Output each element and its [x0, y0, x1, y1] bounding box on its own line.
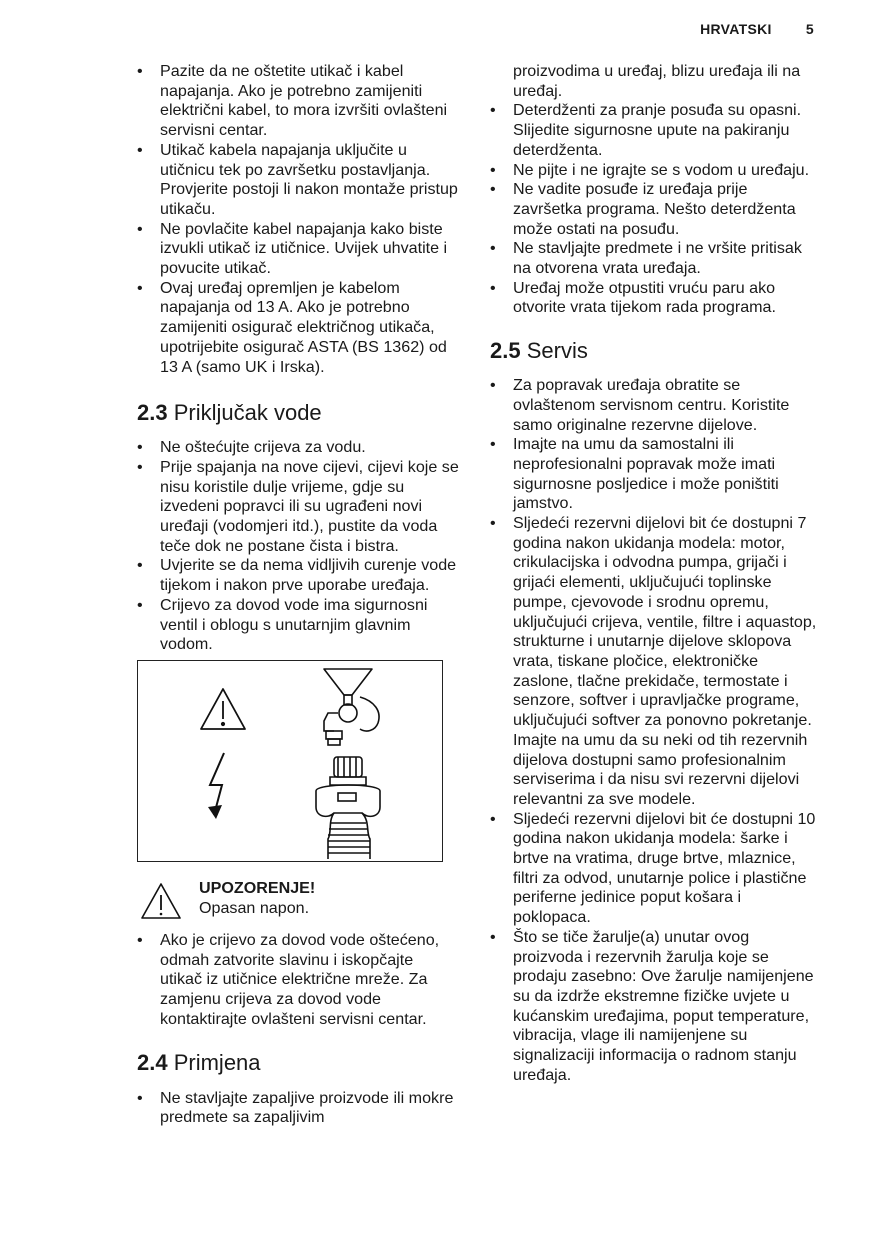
- list-item: • Uređaj može otpustiti vruću paru ako otvorite vrata tijekom rada programa.: [490, 279, 820, 318]
- list-item: • Prije spajanja na nove cijevi, cijevi koje se nisu koristile dulje vrijeme, gdje su izvedeni popravci ili su ugrađeni novi uređaji (vodomjeri itd.), pustite da voda teče dok ne postane čista i bistra.: [137, 458, 459, 557]
- page-header: [700, 21, 814, 37]
- warning-box: [137, 877, 459, 929]
- left-column: [137, 62, 459, 1128]
- section-title: Primjena: [173, 1049, 261, 1075]
- list-item: • Ne stavljajte zapaljive proizvode ili mokre predmete sa zapaljivim: [137, 1089, 459, 1128]
- list-item: • Pazite da ne oštetite utikač i kabel napajanja. Ako je potrebno zamijeniti električni kabel, to mora izvršiti ovlašteni servisni centar.: [137, 62, 459, 141]
- section-number: 2.3: [137, 400, 168, 426]
- list-item: • Što se tiče žarulje(a) unutar ovog proizvoda i rezervnih žarulja koje se prodaju zasebno: Ove žarulje namijenjene su da izdrže ekstremne fizičke uvjete u kućanskim uređajima, poput temperature, vibracija, vlage ili namijenjene su signalizaciji informacija o radnom stanju uređaja.: [490, 928, 820, 1086]
- list-item: • Ovaj uređaj opremljen je kabelom napajanja od 13 A. Ako je potrebno zamijeniti osigurač električnog utikača, upotrijebite osigurač ASTA (BS 1362) od 13 A (samo UK i Irska).: [137, 279, 459, 378]
- language-label: HRVATSKI: [700, 21, 772, 37]
- list-item: • Imajte na umu da samostalni ili neprofesionalni popravak može imati sigurnosne posljedice i može poništiti jamstvo.: [490, 435, 820, 514]
- water-tap-icon: [324, 669, 379, 745]
- section-number: 2.4: [137, 1049, 168, 1075]
- list-item: • Ako je crijevo za dovod vode oštećeno, odmah zatvorite slavinu i iskopčajte utikač iz utičnice električne mreže. Za zamjenu crijeva za dovod vode kontaktirajte ovlašteni servisni centar.: [137, 931, 459, 1030]
- section-number: 2.5: [490, 338, 521, 364]
- section-2-5-list: [490, 376, 820, 1085]
- list-item: • Sljedeći rezervni dijelovi bit će dostupni 7 godina nakon ukidanja modela: motor, crikulacijska i odvodna pumpa, grijači i grijaći elementi, uključujući toplinske pumpe, cjevovode i srodnu opremu, uključujući crijeva, ventile, filtre i aquastop, strukturne i unutarnje dijelove sklopova vrata, tiskane pločice, elektroničke zaslone, tlačne prekidače, termostate i senzore, softver i upravljačke programe, uključujući softver za ponovno pokretanje. Imajte na umu da su neki od tih rezervnih dijelova dostupni samo profesionalnim serviserima i da nisu svi rezervni dijelovi relevantni za sve modele.: [490, 514, 820, 810]
- warning-icon: [139, 881, 183, 921]
- figure-illustration: [138, 661, 442, 861]
- list-item: • Ne povlačite kabel napajanja kako biste izvukli utikač iz utičnice. Uvijek uhvatite i povucite utikač.: [137, 220, 459, 279]
- list-item: • Ne vadite posuđe iz uređaja prije završetka programa. Nešto deterdženta može ostati na posuđu.: [490, 180, 820, 239]
- page-number: 5: [805, 21, 814, 37]
- list-item: • Sljedeći rezervni dijelovi bit će dostupni 10 godina nakon ukidanja modela: šarke i brtve na vratima, druge brtve, mlaznice, filtri za odvod, unutarnje police i plastične periferne jedinice poput košara i poklopaca.: [490, 810, 820, 928]
- water-hose-icon: [316, 757, 380, 859]
- list-item-continuation: proizvodima u uređaj, blizu uređaja ili na uređaj.: [513, 62, 801, 100]
- section-title: Priključak vode: [173, 400, 322, 426]
- section-2-3-heading: [137, 400, 459, 426]
- lightning-bolt-icon: [208, 753, 224, 819]
- list-item: • Ne stavljajte predmete i ne vršite pritisak na otvorena vrata uređaja.: [490, 239, 820, 278]
- section-2-4-heading: [137, 1050, 459, 1076]
- right-column: [490, 62, 820, 1085]
- water-hose-figure: [137, 660, 443, 862]
- section-2-5-heading: [490, 338, 820, 364]
- continuation-list: [490, 62, 820, 318]
- list-item: • Uvjerite se da nema vidljivih curenje vode tijekom i nakon prve uporabe uređaja.: [137, 556, 459, 595]
- intro-list: [137, 62, 459, 377]
- warning-triangle-icon: [201, 689, 245, 729]
- list-item: • Za popravak uređaja obratite se ovlaštenom servisnom centru. Koristite samo originalne rezervne dijelove.: [490, 376, 820, 435]
- list-item: • Deterdženti za pranje posuđa su opasni. Slijedite sigurnosne upute na pakiranju deterdženta.: [490, 101, 820, 160]
- section-title: Servis: [526, 338, 588, 364]
- list-item: • Utikač kabela napajanja uključite u utičnicu tek po završetku postavljanja. Provjerite postoji li nakon montaže pristup utikaču.: [137, 141, 459, 220]
- warning-text: Opasan napon.: [199, 898, 310, 917]
- list-item: • Ne pijte i ne igrajte se s vodom u uređaju.: [490, 161, 820, 181]
- list-item: • Crijevo za dovod vode ima sigurnosni ventil i oblogu s unutarnjim glavnim vodom.: [137, 596, 459, 655]
- list-item: • Ne oštećujte crijeva za vodu.: [137, 438, 459, 458]
- section-2-3-list: [137, 438, 459, 655]
- warning-title: UPOZORENJE!: [199, 878, 316, 897]
- section-2-4-list: [137, 1089, 459, 1128]
- after-warning-list: [137, 931, 459, 1030]
